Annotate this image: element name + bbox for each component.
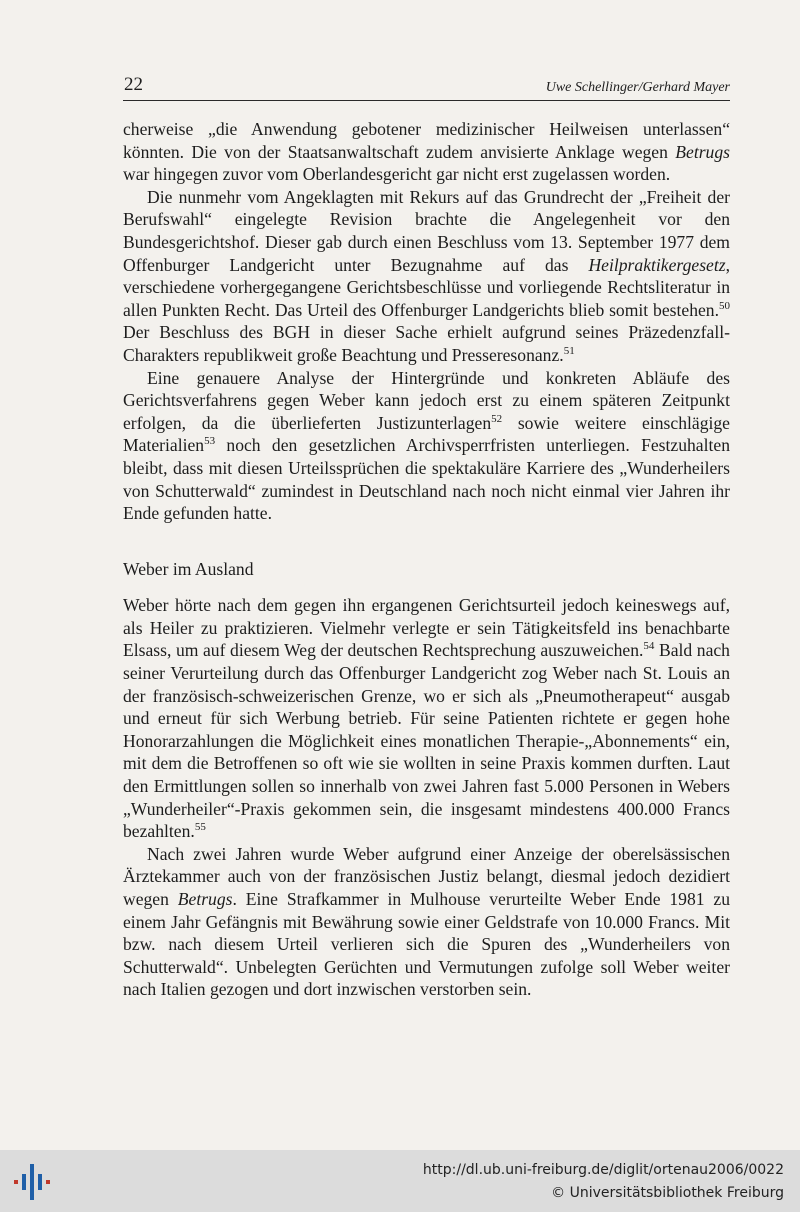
footnote-ref: 51 <box>563 345 575 358</box>
text-run: Die nunmehr vom Angeklagten mit Rekurs auf das Grundrecht der „Freiheit der Berufswahl“ eingelegte Revision brachte die Angelegenheit vor den Bundesgerichtshof. Dieser gab durch einen Beschluss vom 13. September 1977 dem Offenburger Landgericht unter Bezugnahme auf das <box>123 186 730 275</box>
viewer-footer <box>0 1150 800 1212</box>
ub-freiburg-logo-icon <box>12 1164 52 1200</box>
text-run: Eine genauere Analyse der Hintergründe und konkreten Abläufe des Gerichtsverfahrens gegen Weber kann jedoch erst zu einem späteren Zeitpunkt erfolgen, da die überlieferten Justizunterlagen <box>123 367 730 433</box>
text-run: sowie weitere einschlägige Materialien <box>123 412 730 456</box>
text-run: , verschiedene vorhergegangene Gerichtsbeschlüsse und vorliegende Rechtsliteratur in allen Punkten Recht. Das Urteil des Offenburger Landgerichts blieb somit bestehen. <box>123 254 730 320</box>
section-heading: Weber im Ausland <box>123 558 254 579</box>
document-url-link[interactable]: http://dl.ub.uni-freiburg.de/diglit/ortenau2006/0022 <box>422 1162 784 1178</box>
text-run: war hingegen zuvor vom Oberlandesgericht gar nicht erst zugelassen worden. <box>123 164 671 185</box>
footnote-ref: 50 <box>719 299 730 312</box>
text-run: Bald nach seiner Verurteilung durch das Offenburger Landgericht zog Weber nach St. Louis an der französisch-schweizerischen Grenze, wo er sich als „Pneumotherapeut“ ausgab und erneut für sich Werbung betrieb. Für seine Patienten richtete er gegen hohe Honorarzahlungen die Möglichkeit eines monatlichen Therapie-„Abonnements“ ein, mit dem die Betroffenen so oft wie sie wollten in seine Praxis kommen durften. Laut den Ermittlungen sollen so innerhalb von zwei Jahren fast 5.000 Personen in Webers „Wunderheiler“-Praxis gekommen sein, die insgesamt mindestens 400.000 Francs bezahlten. <box>123 640 730 842</box>
text-run: noch den gesetzlichen Archivsperrfristen unterliegen. Festzuhalten bleibt, dass mit diesen Urteilssprüchen die spektakuläre Karriere des „Wunderheilers von Schutterwald“ zumindest in Deutschland nach noch nicht einmal vier Jahren ihr Ende gefunden hatte. <box>123 435 730 524</box>
footnote-ref: 52 <box>491 412 503 425</box>
emphasis: Betrugs <box>675 141 730 162</box>
footnote-ref: 53 <box>204 435 216 448</box>
text-run: Nach zwei Jahren wurde Weber aufgrund einer Anzeige der oberelsässischen Ärztekammer auch von der französischen Justiz belangt, diesmal jedoch dezidiert wegen <box>123 843 730 909</box>
text-run: Weber hörte nach dem gegen ihn ergangenen Gerichtsurteil jedoch keineswegs auf, als Heiler zu praktizieren. Vielmehr verlegte er sein Tätigkeitsfeld ins benachbarte Elsass, um auf diesem Weg der deutschen Rechtsprechung auszuweichen. <box>123 595 730 661</box>
page-number: 22 <box>124 74 143 95</box>
page-header <box>123 74 730 101</box>
paragraph-4 <box>123 594 730 843</box>
emphasis: Heilpraktikergesetz <box>588 254 726 275</box>
emphasis: Betrugs <box>177 889 233 909</box>
paragraph-3 <box>123 367 730 525</box>
text-run: . Eine Strafkammer in Mulhouse verurteilte Weber Ende 1981 zu einem Jahr Gefängnis mit Bewährung sowie einer Geldstrafe von 10.000 Francs. Mit bzw. nach diesem Urteil verlieren sich die Spuren des „Wunderheilers von Schutterwald“. Unbelegten Gerüchten und Vermutungen zufolge soll Weber weiter nach Italien gezogen und dort inzwischen verstorben sein. <box>123 889 730 1000</box>
body-text <box>123 118 730 1001</box>
running-head: Uwe Schellinger/Gerhard Mayer <box>545 80 730 95</box>
paragraph-5 <box>123 843 730 1001</box>
text-run: cherweise „die Anwendung gebotener medizinischer Heilweisen unterlassen“ könnten. Die von der Staatsanwaltschaft zudem anvisierte Anklage wegen <box>123 119 730 162</box>
paragraph-1 <box>123 118 730 186</box>
text-run: Der Beschluss des BGH in dieser Sache erhielt aufgrund seines Präzedenzfall-Charakters republikweit große Beachtung und Presseresonanz. <box>123 322 730 365</box>
footnote-ref: 55 <box>194 821 206 834</box>
paragraph-2 <box>123 186 730 367</box>
footnote-ref: 54 <box>643 640 655 653</box>
copyright-text: © Universitätsbibliothek Freiburg <box>551 1185 784 1201</box>
